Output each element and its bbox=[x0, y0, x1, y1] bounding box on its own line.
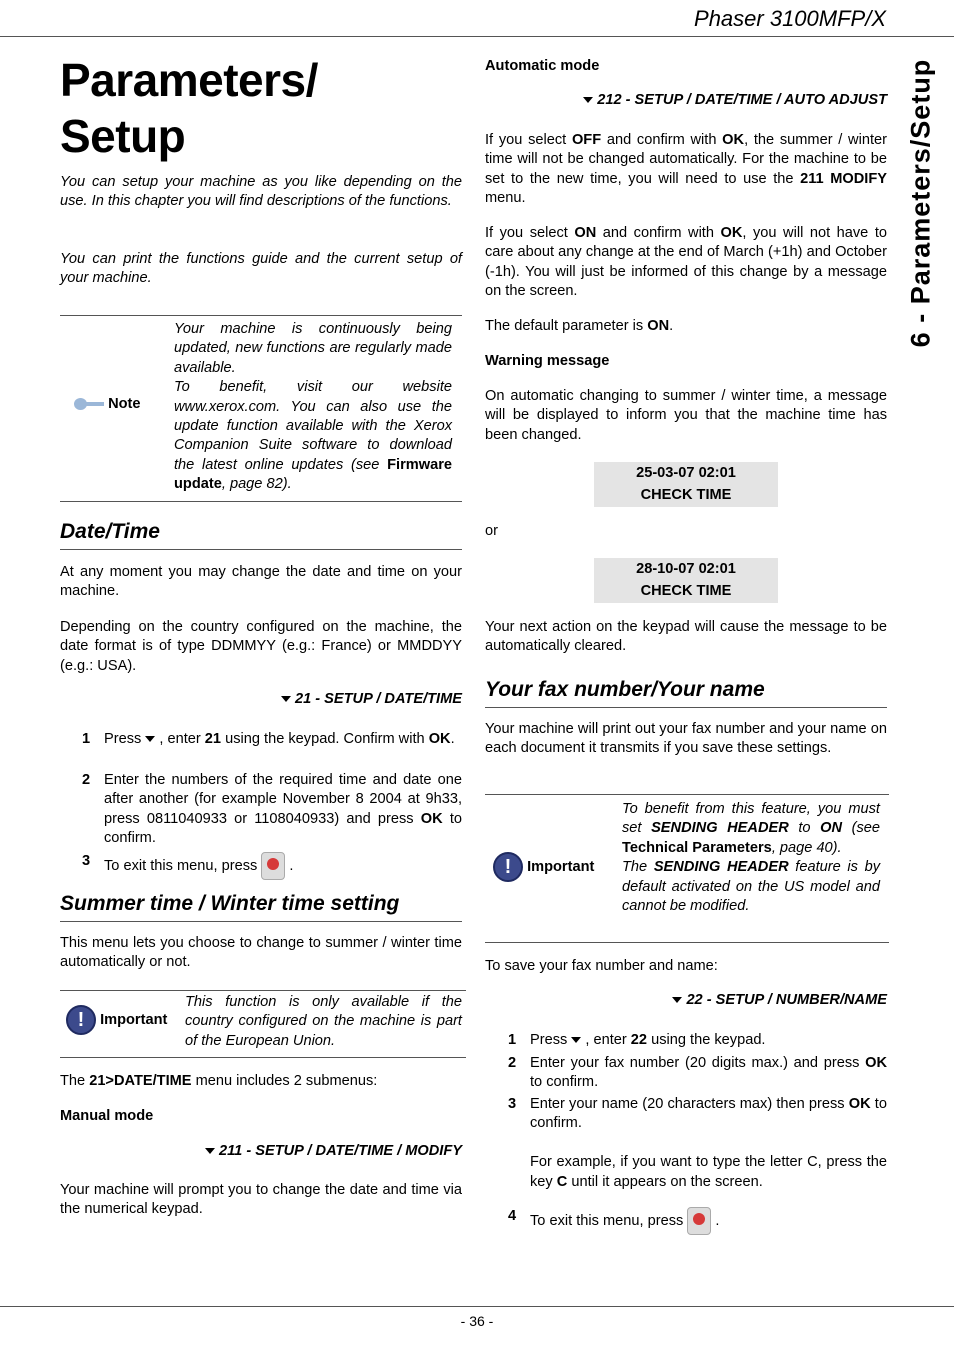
fax-important-line-1: To benefit from this feature, you must set SENDING HEADER to ON (see Technical Parameters, page 40). bbox=[622, 801, 881, 856]
fax-paragraph: Your machine will print out your fax number and your name on each document it transmits if you save these settings. bbox=[485, 721, 887, 757]
fax-step-1: 1 Press , enter 22 using the keypad. bbox=[508, 1032, 766, 1048]
down-arrow-icon bbox=[583, 97, 593, 103]
fax-step-2: 2 Enter your fax number (20 digits max.) and press OK to confirm. bbox=[508, 1055, 887, 1091]
lcd-message-1 bbox=[594, 462, 778, 507]
fax-number-heading: Your fax number/Your name bbox=[485, 678, 765, 701]
fax-important-label-group bbox=[493, 852, 594, 882]
stop-key-icon bbox=[261, 852, 285, 880]
step-2: 2 Enter the numbers of the required time and date one after another (for example November 8 2004 at 9h33, press 0811040933 or 1108040933) and press OK to confirm. bbox=[82, 772, 463, 847]
lcd-1-line-2: CHECK TIME bbox=[640, 487, 732, 503]
key-icon bbox=[74, 397, 104, 411]
fax-number-heading-rule bbox=[485, 707, 887, 708]
down-arrow-icon bbox=[672, 997, 682, 1003]
important-icon: ! bbox=[493, 852, 523, 882]
note-box-top-rule bbox=[60, 315, 462, 316]
footer-rule bbox=[0, 1306, 954, 1307]
lcd-2-line-1: 28-10-07 02:01 bbox=[636, 561, 736, 577]
summer-time-heading-rule bbox=[60, 921, 462, 922]
submenus-paragraph: The 21>DATE/TIME menu includes 2 submenus: bbox=[60, 1073, 378, 1089]
note-box-text bbox=[174, 320, 452, 495]
fax-important-box-bottom-rule bbox=[485, 942, 889, 943]
important-label: Important bbox=[100, 1011, 168, 1028]
or-text: or bbox=[485, 523, 498, 539]
header-title: Phaser 3100MFP/X bbox=[694, 6, 886, 31]
page-title-line2: Setup bbox=[60, 110, 186, 162]
header-rule bbox=[0, 36, 954, 37]
date-time-menu-path: 21 - SETUP / DATE/TIME bbox=[60, 691, 462, 707]
important-icon: ! bbox=[66, 1005, 96, 1035]
page-title bbox=[60, 52, 318, 164]
note-box-label-group bbox=[74, 396, 141, 412]
firmware-update-link[interactable]: Firmware update bbox=[174, 456, 452, 493]
date-time-heading: Date/Time bbox=[60, 520, 160, 543]
fax-important-line-2: The SENDING HEADER feature is by default activated on the US model and cannot be modified. bbox=[622, 859, 881, 915]
important-label-group bbox=[66, 1005, 167, 1035]
manual-mode-paragraph: Your machine will prompt you to change the date and time via the numerical keypad. bbox=[60, 1182, 462, 1218]
date-time-heading-rule bbox=[60, 549, 462, 550]
intro-paragraph-1: You can setup your machine as you like depending on the use. In this chapter you will find descriptions of the functions. bbox=[60, 174, 462, 210]
summer-paragraph: This menu lets you choose to change to summer / winter time automatically or not. bbox=[60, 935, 462, 971]
fax-important-box-top-rule bbox=[485, 794, 889, 795]
note-box-bottom-rule bbox=[60, 501, 462, 502]
manual-mode-heading: Manual mode bbox=[60, 1108, 154, 1124]
date-time-paragraph-1: At any moment you may change the date and time on your machine. bbox=[60, 564, 462, 600]
fax-step-3: 3 Enter your name (20 characters max) then press OK to confirm. For example, if you want to type the letter C, press the key C until it appears on the screen. bbox=[508, 1096, 887, 1190]
fax-important-label: Important bbox=[527, 858, 595, 875]
lcd-message-2 bbox=[594, 558, 778, 603]
down-arrow-icon bbox=[145, 736, 155, 742]
fax-step-4: 4 To exit this menu, press . bbox=[508, 1207, 887, 1235]
save-fax-paragraph: To save your fax number and name: bbox=[485, 958, 718, 974]
warning-message-heading: Warning message bbox=[485, 353, 610, 369]
fax-menu-path: 22 - SETUP / NUMBER/NAME bbox=[485, 992, 887, 1008]
step-3: 3 To exit this menu, press . bbox=[82, 852, 462, 880]
page-title-line1: Parameters/ bbox=[60, 54, 318, 106]
auto-paragraph-1: If you select OFF and confirm with OK, the summer / winter time will not be changed automatically. For the machine to be set to the new time, you will need to use the 211 MODIFY menu. bbox=[485, 132, 887, 207]
lcd-1-line-1: 25-03-07 02:01 bbox=[636, 465, 736, 481]
down-arrow-icon bbox=[281, 696, 291, 702]
important-box-bottom-rule bbox=[60, 1057, 466, 1058]
important-text: This function is only available if the country configured on the machine is part of the European Union. bbox=[185, 994, 462, 1049]
chapter-side-tab bbox=[895, 48, 947, 358]
note-label: Note bbox=[108, 396, 141, 412]
note-text-line-1: Your machine is continuously being updated, new functions are regularly made available. bbox=[174, 321, 452, 376]
manual-mode-menu-path: 211 - SETUP / DATE/TIME / MODIFY bbox=[60, 1143, 462, 1159]
auto-paragraph-2: If you select ON and confirm with OK, you will not have to care about any change at the end of March (+1h) and October (-1h). You will just be informed of this change by a message on the screen. bbox=[485, 225, 887, 300]
warning-message-paragraph: On automatic changing to summer / winter time, a message will be displayed to inform you that the machine time has been changed. bbox=[485, 388, 887, 443]
down-arrow-icon bbox=[205, 1148, 215, 1154]
auto-cleared-paragraph: Your next action on the keypad will cause the message to be automatically cleared. bbox=[485, 619, 887, 655]
intro-paragraph-2: You can print the functions guide and the current setup of your machine. bbox=[60, 251, 462, 287]
step-1: 1 Press , enter 21 using the keypad. Confirm with OK. bbox=[82, 731, 455, 747]
summer-time-heading: Summer time / Winter time setting bbox=[60, 892, 400, 915]
date-time-paragraph-2: Depending on the country configured on the machine, the date format is of type DDMMYY (e.g.: France) or MMDDYY (e.g.: USA). bbox=[60, 619, 462, 674]
page-number: - 36 - bbox=[460, 1313, 494, 1329]
automatic-mode-heading: Automatic mode bbox=[485, 58, 600, 74]
fax-important-text bbox=[622, 800, 880, 916]
down-arrow-icon bbox=[571, 1037, 581, 1043]
note-text-line-2: To benefit, visit our website www.xerox.com. You can also use the update function available with the Xerox Companion Suite software to download the latest online updates (see Firmware update, page 82). bbox=[174, 379, 452, 493]
lcd-2-line-2: CHECK TIME bbox=[640, 583, 732, 599]
automatic-mode-menu-path: 212 - SETUP / DATE/TIME / AUTO ADJUST bbox=[485, 92, 887, 108]
chapter-side-tab-label: 6 - Parameters/Setup bbox=[905, 58, 936, 348]
stop-key-icon bbox=[687, 1207, 711, 1235]
technical-parameters-link[interactable]: Technical Parameters bbox=[622, 839, 772, 856]
important-box-top-rule bbox=[60, 990, 466, 991]
auto-default-paragraph: The default parameter is ON. bbox=[485, 318, 674, 334]
